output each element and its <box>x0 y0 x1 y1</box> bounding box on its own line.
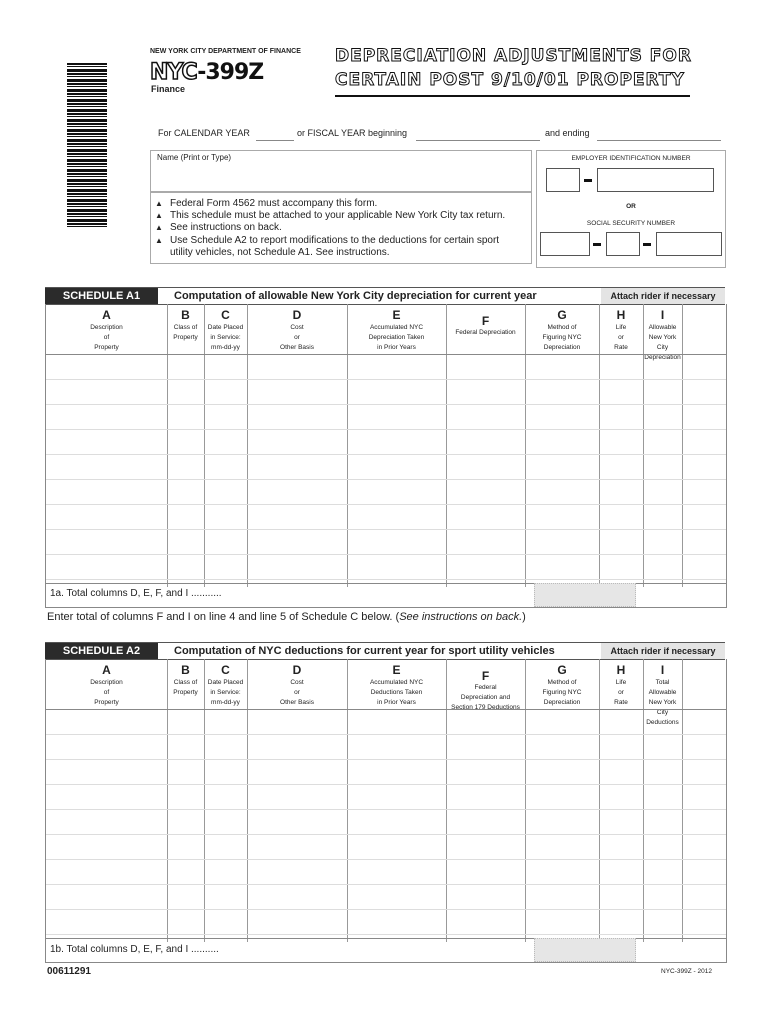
ein-label: EMPLOYER IDENTIFICATION NUMBER <box>571 155 691 162</box>
schedule-a2-column-letter-i: I <box>660 663 665 677</box>
schedule-a1-header-rule <box>46 354 726 355</box>
schedule-a2-header-rule <box>46 709 726 710</box>
instruction-item: ▲ This schedule must be attached to your applicable New York City tax return. <box>155 210 506 222</box>
ssn-area-field[interactable] <box>540 232 590 256</box>
schedule-a2-table-row[interactable] <box>46 909 726 910</box>
ssn-dash <box>643 243 651 246</box>
schedule-a1-table-row[interactable] <box>46 429 726 430</box>
schedule-a1-table-row[interactable] <box>46 554 726 555</box>
taxpayer-id-box <box>536 150 726 268</box>
schedule-a1-title: Computation of allowable New York City depreciation for current year <box>174 290 537 302</box>
schedule-a2-table-row[interactable] <box>46 734 726 735</box>
triangle-bullet-icon: ▲ <box>155 223 163 233</box>
schedule-a1-table-row[interactable] <box>46 379 726 380</box>
form-code: 00611291 <box>47 966 91 977</box>
form-number: -399Z <box>197 60 264 85</box>
schedule-a1-column-letter-i: I <box>660 308 665 322</box>
schedule-a1-column-desc-d: Cost or Other Basis <box>280 324 314 351</box>
schedule-a2-column-desc-a: Description of Property <box>90 679 123 706</box>
schedule-a2-column-desc-d: Cost or Other Basis <box>280 679 314 706</box>
schedule-a1-column-divider <box>682 304 683 587</box>
schedule-a2-column-desc-b: Class of Property <box>173 679 198 696</box>
schedule-a1-column-letter-f: F <box>481 314 490 328</box>
ssn-dash <box>593 243 601 246</box>
ein-dash <box>584 179 592 182</box>
schedule-a1-table-row[interactable] <box>46 579 726 580</box>
schedule-a1-column-desc-a: Description of Property <box>90 324 123 351</box>
schedule-a2-column-letter-c: C <box>221 663 230 677</box>
schedule-a1-column-desc-f: Federal Depreciation <box>455 329 516 336</box>
schedule-a1-column-desc-b: Class of Property <box>173 324 198 341</box>
schedule-a2-table-row[interactable] <box>46 934 726 935</box>
logo-nyc: NYC <box>150 60 198 85</box>
schedule-a1-table-row[interactable] <box>46 504 726 505</box>
total-1b-label: 1b. Total columns D, E, F, and I .......... <box>50 944 219 955</box>
ssn-label: SOCIAL SECURITY NUMBER <box>586 220 676 227</box>
schedule-a2-column-desc-e: Accumulated NYC Deductions Taken in Prior Years <box>369 679 424 706</box>
schedule-a1-shaded-cell <box>534 583 636 607</box>
name-label: Name (Print or Type) <box>157 153 232 162</box>
title-rule <box>335 95 690 97</box>
fiscal-year-label: or FISCAL YEAR beginning <box>297 128 408 138</box>
form-version: NYC-399Z - 2012 <box>661 968 712 975</box>
schedule-a2-header <box>45 642 725 660</box>
or-label: OR <box>626 203 636 210</box>
schedule-a1-table <box>45 304 727 608</box>
schedule-a1-column-letter-a: A <box>102 308 111 322</box>
schedule-a2-column-letter-b: B <box>181 663 190 677</box>
ssn-serial-field[interactable] <box>656 232 722 256</box>
schedule-a1-table-row[interactable] <box>46 454 726 455</box>
ending-label: and ending <box>545 128 590 138</box>
agency-name: NEW YORK CITY DEPARTMENT OF FINANCE <box>150 48 301 55</box>
schedule-a1-tag: SCHEDULE A1 <box>45 288 158 304</box>
schedule-a1-column-desc-h: Life or Rate <box>614 324 628 351</box>
total-1a-label: 1a. Total columns D, E, F, and I ........... <box>50 588 222 599</box>
instruction-item: ▲ Federal Form 4562 must accompany this form. <box>155 198 378 209</box>
schedule-a2-table-row[interactable] <box>46 784 726 785</box>
schedule-a2-column-desc-c: Date Placed in Service: mm-dd-yy <box>207 679 244 706</box>
schedule-a2-shaded-cell <box>534 938 636 962</box>
instruction-item: utility vehicles, not Schedule A1. See instructions. <box>170 246 390 258</box>
calendar-year-label: For CALENDAR YEAR <box>158 128 250 138</box>
schedule-a2-tag: SCHEDULE A2 <box>45 643 158 659</box>
schedule-a1-column-divider <box>167 304 168 587</box>
fiscal-end-field[interactable] <box>597 130 721 141</box>
schedule-a1-table-row[interactable] <box>46 529 726 530</box>
schedule-a1-column-divider <box>446 304 447 587</box>
schedule-a2-table <box>45 659 727 963</box>
schedule-a2-column-divider <box>682 659 683 942</box>
schedule-a2-table-row[interactable] <box>46 859 726 860</box>
nyc-finance-logo <box>150 60 263 85</box>
form-title-line1: DEPRECIATION ADJUSTMENTS FOR <box>335 46 692 66</box>
note-italic: See instructions on back. <box>399 611 523 623</box>
schedule-a1-column-desc-c: Date Placed in Service: mm-dd-yy <box>207 324 244 351</box>
schedule-a1-header <box>45 287 725 305</box>
schedule-a2-column-letter-f: F <box>481 669 490 683</box>
ein-prefix-field[interactable] <box>546 168 580 192</box>
triangle-bullet-icon: ▲ <box>155 235 163 245</box>
schedule-a2-table-row[interactable] <box>46 809 726 810</box>
ssn-group-field[interactable] <box>606 232 640 256</box>
instructions-box <box>150 192 532 264</box>
schedule-a1-column-letter-g: G <box>557 308 567 322</box>
ein-suffix-field[interactable] <box>597 168 714 192</box>
instruction-item: ▲ Use Schedule A2 to report modifications to the deductions for certain sport <box>155 234 500 246</box>
schedule-a1-column-letter-e: E <box>392 308 401 322</box>
schedule-a1-column-letter-h: H <box>616 308 626 322</box>
schedule-a1-note: Enter total of columns F and I on line 4 and line 5 of Schedule C below. (See instructions on back.) <box>47 611 526 623</box>
schedule-a2-column-letter-d: D <box>292 663 302 677</box>
schedule-a2-column-divider <box>167 659 168 942</box>
schedule-a1-column-desc-i: Allowable New York City Depreciation <box>644 324 681 361</box>
schedule-a2-column-letter-h: H <box>616 663 626 677</box>
schedule-a2-column-letter-g: G <box>557 663 567 677</box>
schedule-a2-column-desc-g: Method of Figuring NYC Depreciation <box>542 679 582 706</box>
schedule-a2-rider-note: Attach rider if necessary <box>601 643 725 659</box>
schedule-a1-column-letter-d: D <box>292 308 302 322</box>
schedule-a1-rider-note: Attach rider if necessary <box>601 288 725 304</box>
schedule-a2-column-desc-i: Total Allowable New York City Deductions <box>646 679 679 726</box>
barcode <box>67 63 107 228</box>
schedule-a2-table-row[interactable] <box>46 834 726 835</box>
schedule-a1-table-row[interactable] <box>46 404 726 405</box>
schedule-a2-column-letter-a: A <box>102 663 111 677</box>
schedule-a2-title: Computation of NYC deductions for current year for sport utility vehicles <box>174 645 555 657</box>
fiscal-begin-field[interactable] <box>416 130 540 141</box>
triangle-bullet-icon: ▲ <box>155 211 163 221</box>
schedule-a2-table-row[interactable] <box>46 759 726 760</box>
form-title-line2: CERTAIN POST 9/10/01 PROPERTY <box>335 70 685 90</box>
schedule-a2-column-desc-f: Federal Depreciation and Section 179 Deductions <box>451 684 520 711</box>
calendar-year-field[interactable] <box>256 130 294 141</box>
name-field[interactable] <box>150 150 532 192</box>
schedule-a1-column-letter-c: C <box>221 308 230 322</box>
logo-subtitle: Finance <box>151 84 186 94</box>
triangle-bullet-icon: ▲ <box>155 199 163 208</box>
schedule-a2-column-desc-h: Life or Rate <box>614 679 628 706</box>
schedule-a1-table-row[interactable] <box>46 479 726 480</box>
schedule-a1-column-desc-g: Method of Figuring NYC Depreciation <box>542 324 582 351</box>
schedule-a1-column-desc-e: Accumulated NYC Depreciation Taken in Prior Years <box>368 324 425 351</box>
schedule-a1-column-letter-b: B <box>181 308 190 322</box>
schedule-a2-table-row[interactable] <box>46 884 726 885</box>
schedule-a2-column-letter-e: E <box>392 663 401 677</box>
instruction-item: ▲ See instructions on back. <box>155 222 282 234</box>
